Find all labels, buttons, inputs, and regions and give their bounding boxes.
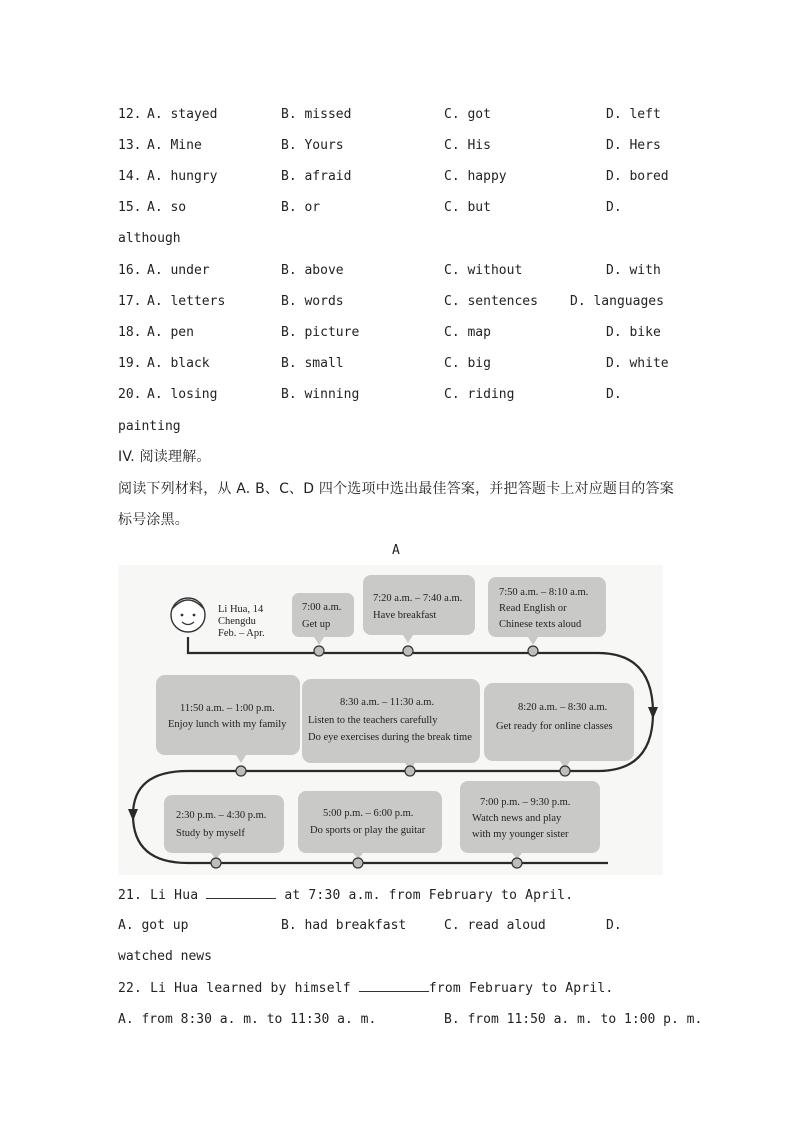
bubble-time: 11:50 a.m. – 1:00 p.m. (180, 703, 275, 714)
bubble-time: 7:00 a.m. (302, 602, 342, 613)
question-number: 12. (118, 107, 142, 122)
answer-blank (359, 980, 429, 992)
bubble-activity-cont: Do eye exercises during the break time (308, 732, 472, 743)
schedule-timeline-image (118, 565, 663, 875)
option-d-wrap: although (118, 231, 181, 246)
schedule-bubble (488, 577, 606, 645)
profile-period: Feb. – Apr. (218, 628, 265, 639)
option-d-wrap: watched news (118, 949, 212, 964)
passage-label: A (392, 543, 401, 558)
bubble-time: 8:30 a.m. – 11:30 a.m. (340, 697, 435, 708)
option-a: A. stayed (147, 107, 218, 122)
option-b: B. words (281, 294, 344, 309)
option-c: C. read aloud (444, 918, 546, 933)
section-heading: IV. 阅读理解。 (118, 449, 211, 465)
option-d: D. with (606, 263, 661, 278)
option-c: C. without (444, 263, 523, 278)
bubble-time: 7:00 p.m. – 9:30 p.m. (480, 797, 571, 808)
option-d: D. (606, 918, 622, 933)
bubble-activity-cont: with my younger sister (472, 829, 569, 840)
schedule-bubble (484, 683, 634, 769)
option-b: B. or (281, 200, 321, 215)
stem-text: at 7:30 a.m. from February to April. (276, 888, 574, 903)
option-b: B. small (281, 356, 344, 371)
option-a: A. losing (147, 387, 218, 402)
option-c: C. sentences (444, 294, 538, 309)
option-a: A. under (147, 263, 210, 278)
option-b: B. picture (281, 325, 360, 340)
bubble-activity: Study by myself (176, 828, 245, 839)
bubble-time: 5:00 p.m. – 6:00 p.m. (323, 808, 414, 819)
answer-blank (206, 887, 276, 899)
question-number: 20. (118, 387, 142, 402)
option-b: B. afraid (281, 169, 352, 184)
timeline-node (314, 646, 324, 656)
option-b: B. missed (281, 107, 352, 122)
timeline-node (512, 858, 522, 868)
question-number: 16. (118, 263, 142, 278)
option-d: D. bike (606, 325, 661, 340)
option-b: B. winning (281, 387, 360, 402)
schedule-bubble (164, 795, 284, 859)
option-a: A. Mine (147, 138, 202, 153)
bubble-activity: Watch news and play (472, 813, 562, 824)
option-b: B. above (281, 263, 344, 278)
option-c: C. big (444, 356, 491, 371)
question-number: 19. (118, 356, 142, 371)
bubble-activity: Get up (302, 619, 331, 630)
option-a: A. letters (147, 294, 226, 309)
option-c: C. His (444, 138, 491, 153)
option-c: C. got (444, 107, 491, 122)
question-number: 14. (118, 169, 142, 184)
option-a: A. black (147, 356, 210, 371)
option-a: A. hungry (147, 169, 218, 184)
option-c: C. map (444, 325, 491, 340)
schedule-bubble (363, 575, 475, 643)
boy-avatar-icon (171, 598, 205, 632)
section-instruction: 阅读下列材料，从 A. B、C、D 四个选项中选出最佳答案，并把答题卡上对应题目的答案 (118, 481, 674, 497)
bubble-time: 7:50 a.m. – 8:10 a.m. (499, 587, 589, 598)
stem-text: from February to April. (428, 981, 614, 996)
timeline-node (560, 766, 570, 776)
timeline-node (405, 766, 415, 776)
question-number: 13. (118, 138, 142, 153)
bubble-time: 8:20 a.m. – 8:30 a.m. (518, 702, 608, 713)
stem-text: 22. Li Hua learned by himself (118, 981, 359, 996)
timeline-node (528, 646, 538, 656)
question-21-stem (118, 887, 573, 903)
section-instruction-cont: 标号涂黑。 (118, 512, 189, 528)
option-d-wrap: painting (118, 419, 181, 434)
schedule-bubble (298, 791, 442, 859)
schedule-bubble (156, 675, 300, 763)
option-b: B. from 11:50 a. m. to 1:00 p. m. (444, 1012, 703, 1027)
option-a: A. from 8:30 a. m. to 11:30 a. m. (118, 1012, 377, 1027)
option-b: B. had breakfast (281, 918, 407, 933)
question-22-stem (118, 980, 613, 996)
profile-name: Li Hua, 14 (218, 604, 264, 615)
bubble-activity-cont: Chinese texts aloud (499, 619, 582, 630)
question-number: 17. (118, 294, 142, 309)
option-c: C. happy (444, 169, 507, 184)
bubble-time: 7:20 a.m. – 7:40 a.m. (373, 593, 463, 604)
bubble-activity: Read English or (499, 603, 567, 614)
question-number: 15. (118, 200, 142, 215)
option-d: D. (606, 387, 622, 402)
option-a: A. so (147, 200, 187, 215)
timeline-node (353, 858, 363, 868)
schedule-bubble (302, 679, 480, 771)
bubble-time: 2:30 p.m. – 4:30 p.m. (176, 810, 267, 821)
option-c: C. but (444, 200, 491, 215)
option-a: A. got up (118, 918, 189, 933)
timeline-node (211, 858, 221, 868)
bubble-activity: Enjoy lunch with my family (168, 719, 287, 730)
option-d: D. Hers (606, 138, 661, 153)
bubble-activity: Have breakfast (373, 610, 437, 621)
option-d: D. bored (606, 169, 669, 184)
option-d: D. white (606, 356, 669, 371)
bubble-activity: Listen to the teachers carefully (308, 715, 438, 726)
option-a: A. pen (147, 325, 194, 340)
timeline-node (403, 646, 413, 656)
stem-text: 21. Li Hua (118, 888, 207, 903)
bubble-activity: Get ready for online classes (496, 721, 613, 732)
option-b: B. Yours (281, 138, 344, 153)
question-number: 18. (118, 325, 142, 340)
timeline-node (236, 766, 246, 776)
profile-city: Chengdu (218, 616, 256, 627)
option-d: D. left (606, 107, 661, 122)
option-d: D. (606, 200, 622, 215)
option-d: D. languages (570, 294, 664, 309)
schedule-bubble (460, 781, 600, 859)
bubble-activity: Do sports or play the guitar (310, 825, 426, 836)
option-c: C. riding (444, 387, 515, 402)
